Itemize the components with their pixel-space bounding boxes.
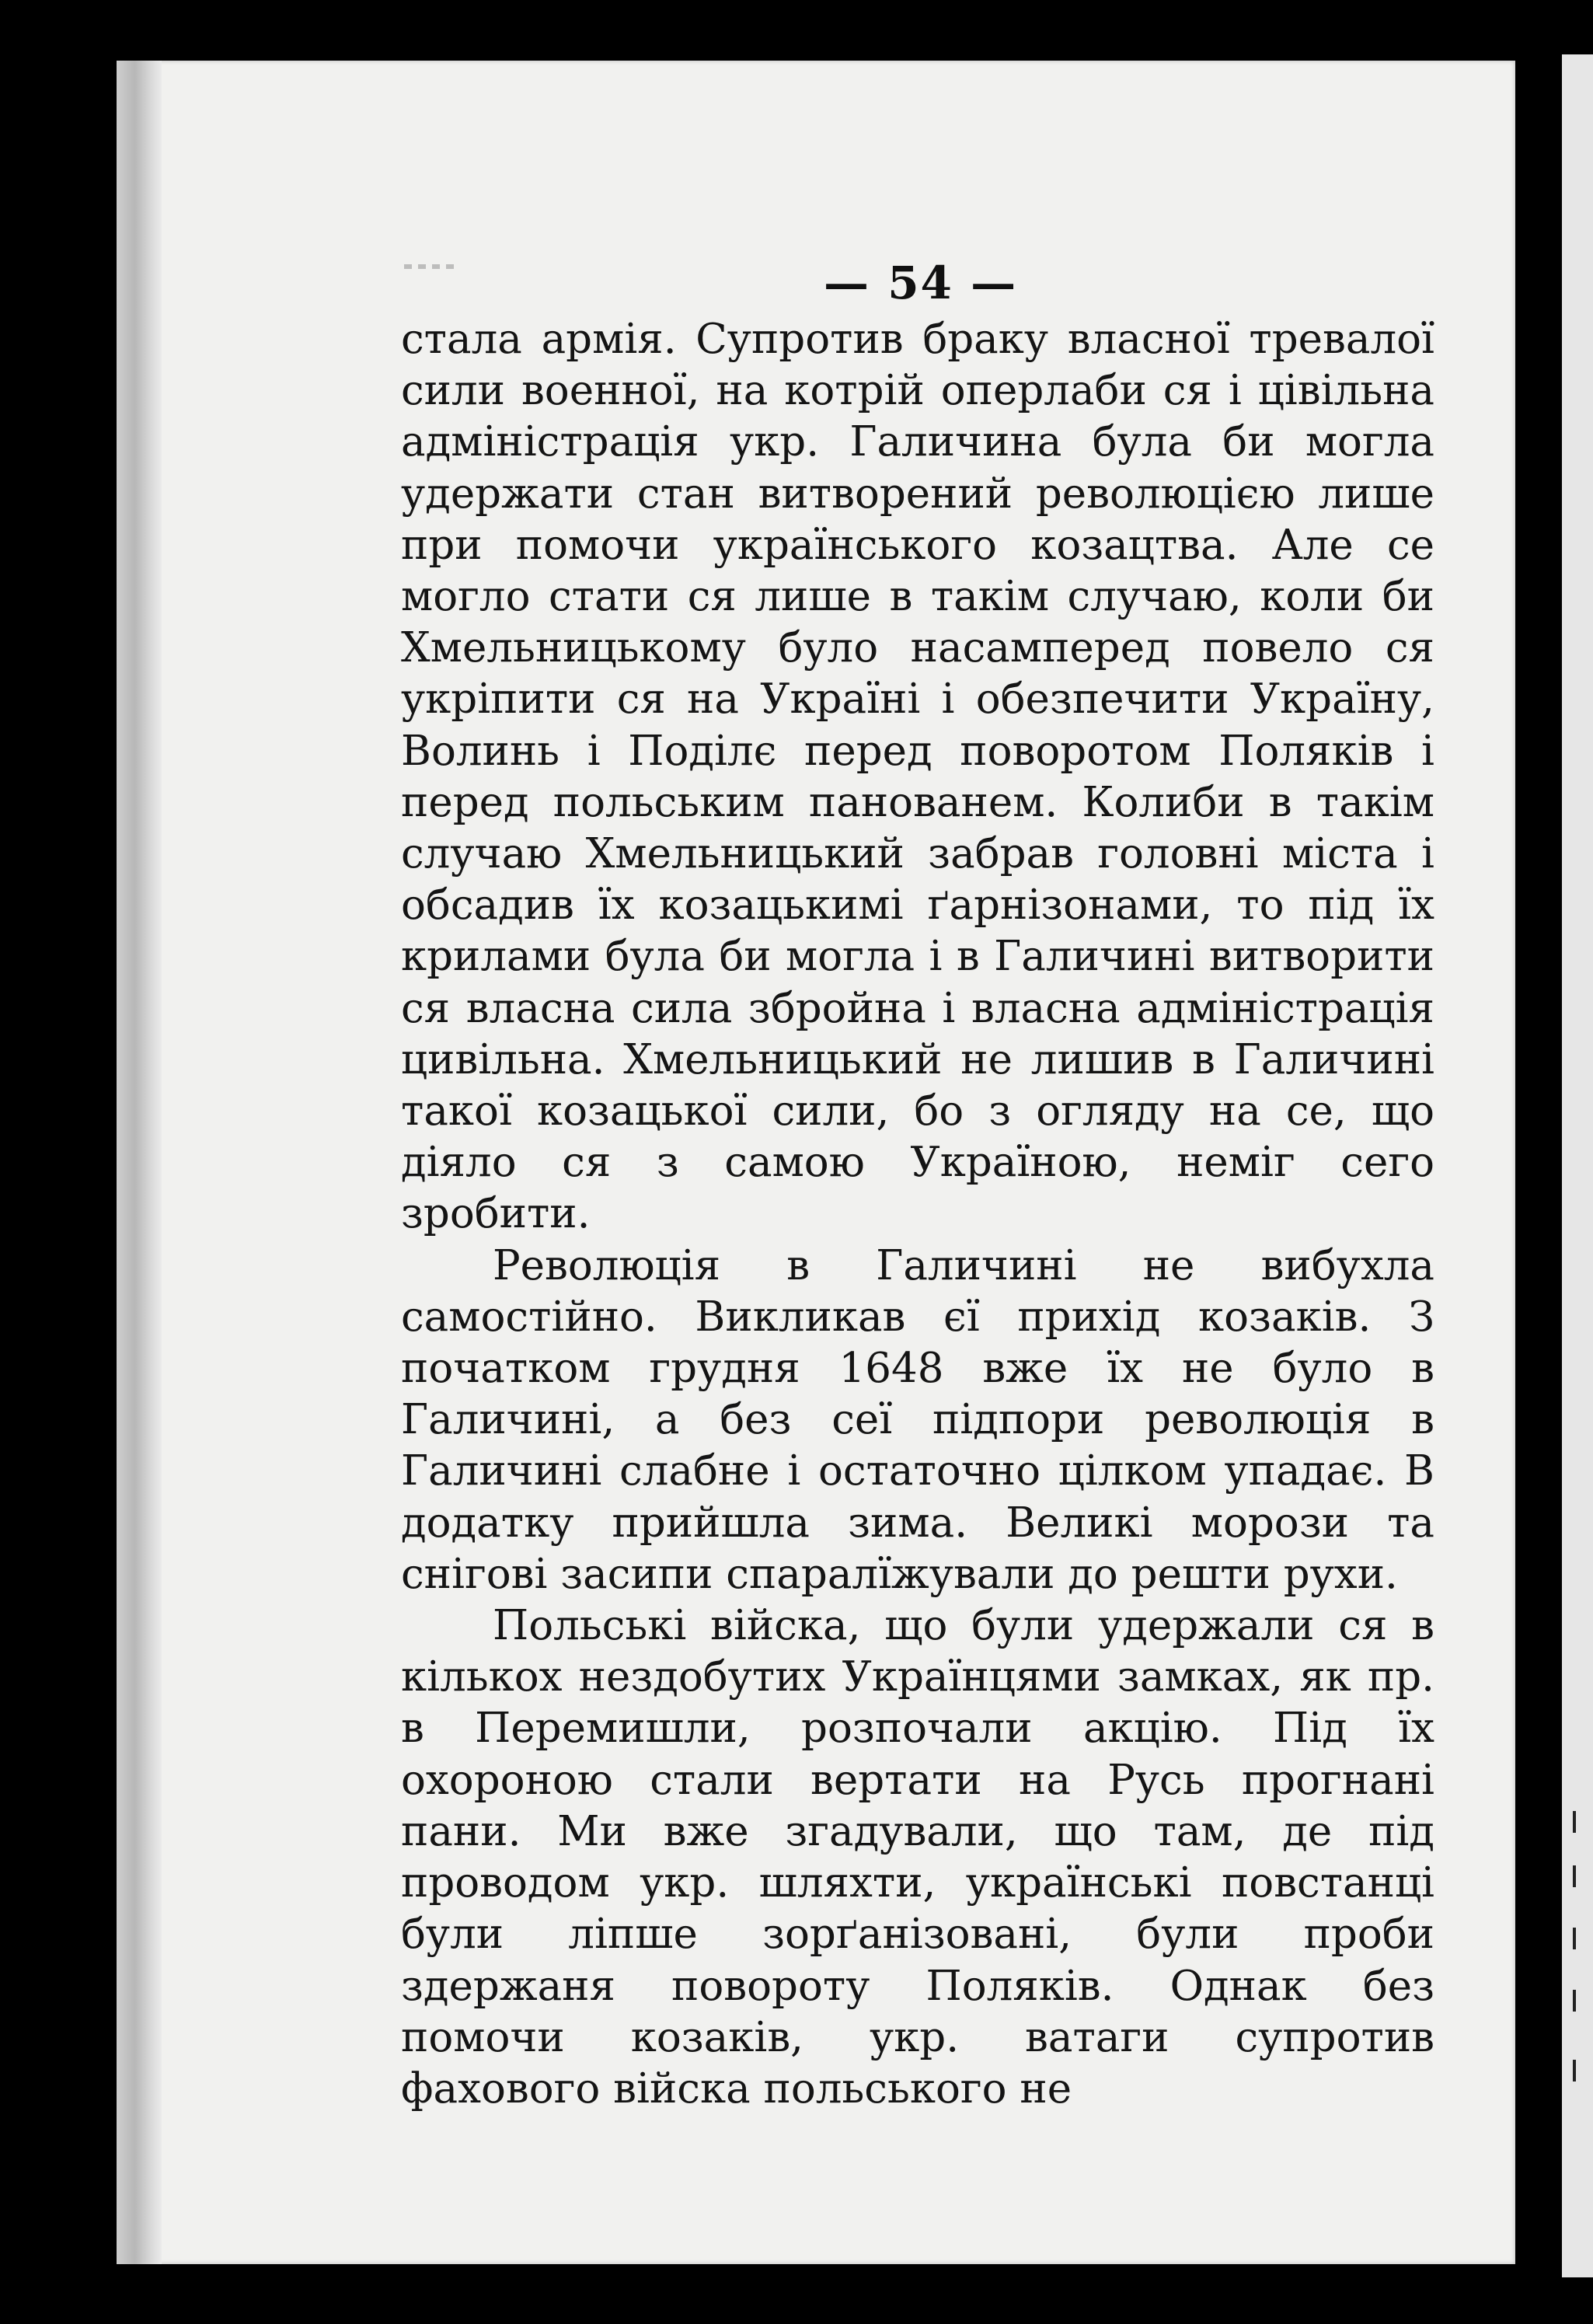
stray-print-mark bbox=[404, 264, 458, 269]
body-text bbox=[401, 314, 1434, 2115]
page-number: — 54 — bbox=[824, 256, 1018, 309]
paragraph-1: стала армія. Супротив браку власної тревалої сили военної, на котрій оперлаби ся і цівільна адміністрація укр. Галичина була би могла удержати стан витворений революцією лише при помочи українського козацтва. Але се могло стати ся лише в такім случаю, коли би Хмельницькому було насамперед повело ся укріпити ся на Україні і обезпечити Україну, Волинь і Поділє перед поворотом Поляків і перед польським панованем. Колиби в такім случаю Хмельницький забрав головні міста і обсадив їх козацькимі ґарнізонами, то під їх крилами була би могла і в Галичині витворити ся власна сила збройна і власна адміністрація цивільна. Хмельницький не лишив в Галичині такої козацької сили, бо з огляду на се, що діяло ся з самою Україною, неміг сего зробити. bbox=[401, 316, 1434, 1238]
adjacent-page-marks bbox=[1570, 1811, 1593, 2137]
paragraph-2: Революція в Галичині не вибухла самостійно. Викликав єї прихід козаків. З початком грудня 1648 вже їх не було в Галичині, а без сеї підпори революція в Галичині слабне і остаточно цілком упадає. В додатку прийшла зима. Великі морози та снігові засипи спаралїжували до решти рухи. bbox=[401, 1241, 1434, 1598]
book-binding-edge bbox=[117, 61, 162, 2264]
paragraph-3: Польські війска, що були удержали ся в кількох нездобутих Українцями замках, як пр. в Перемишли, розпочали акцію. Під їх охороною стали вертати на Русь прогнані пани. Ми вже згадували, що там, де під проводом укр. шляхти, українські повстанці були ліпше зорґанізовані, були проби здержаня повороту Поляків. Однак без помочи козаків, укр. ватаги супротив фахового війска польського не bbox=[401, 1602, 1434, 2113]
